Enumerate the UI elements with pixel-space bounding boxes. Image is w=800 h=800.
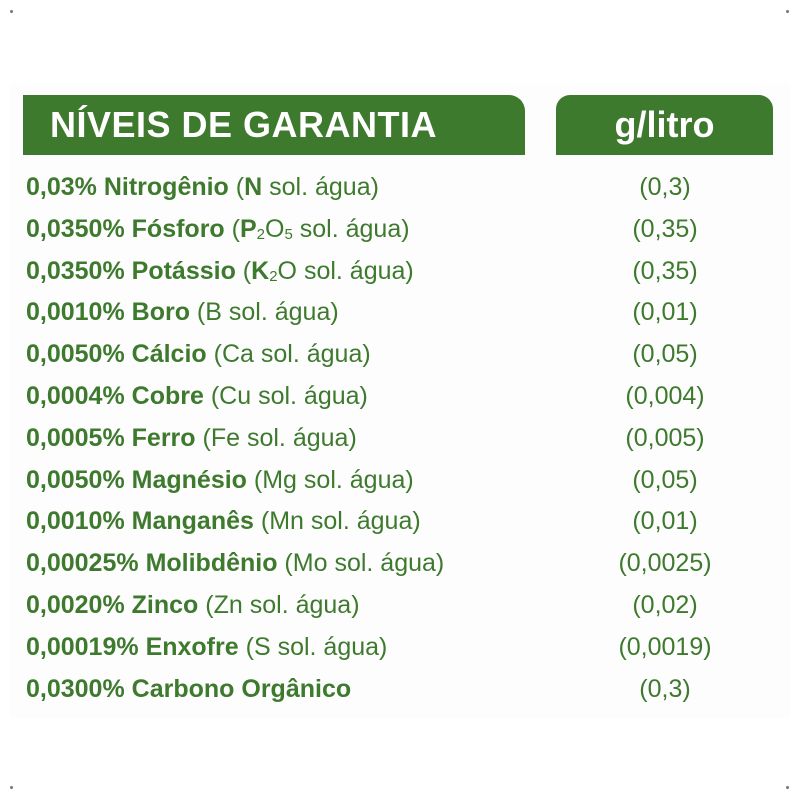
guarantee-table xyxy=(0,167,800,710)
row-value: (0,35) xyxy=(632,256,698,285)
table-row xyxy=(0,418,800,460)
row-label: 0,0050% Cálcio (Ca sol. água) xyxy=(26,340,371,369)
table-row xyxy=(0,334,800,376)
row-label: 0,0350% Fósforo (P2O5 sol. água) xyxy=(26,214,410,243)
table-row xyxy=(0,543,800,585)
row-value: (0,005) xyxy=(625,423,705,452)
row-value: (0,3) xyxy=(639,173,691,201)
table-row xyxy=(0,251,800,293)
row-label: 0,0350% Potássio (K2O sol. água) xyxy=(26,256,414,285)
row-label: 0,0010% Boro (B sol. água) xyxy=(26,298,339,327)
table-row xyxy=(0,669,800,711)
row-label: 0,03% Nitrogênio (N sol. água) xyxy=(26,173,379,201)
row-value: (0,0019) xyxy=(618,632,712,661)
row-label: 0,0300% Carbono Orgânico xyxy=(26,674,352,703)
row-label: 0,0050% Magnésio (Mg sol. água) xyxy=(26,465,414,494)
row-label: 0,0005% Ferro (Fe sol. água) xyxy=(26,423,357,452)
row-value: (0,01) xyxy=(632,507,698,536)
row-label: 0,0004% Cobre (Cu sol. água) xyxy=(26,381,368,410)
table-row xyxy=(0,209,800,251)
row-value: (0,05) xyxy=(632,340,698,369)
table-row xyxy=(0,460,800,502)
row-value: (0,02) xyxy=(632,590,698,619)
table-row xyxy=(0,167,800,209)
table-row xyxy=(0,376,800,418)
table-row xyxy=(0,292,800,334)
corner-dot xyxy=(786,10,789,13)
row-label: 0,00025% Molibdênio (Mo sol. água) xyxy=(26,549,445,578)
corner-dot xyxy=(786,786,789,789)
table-row xyxy=(0,585,800,627)
corner-dot xyxy=(10,10,13,13)
row-value: (0,05) xyxy=(632,465,698,494)
row-value: (0,0025) xyxy=(618,549,712,578)
table-row xyxy=(0,627,800,669)
table-row xyxy=(0,501,800,543)
corner-dot xyxy=(10,786,13,789)
row-value: (0,01) xyxy=(632,298,698,327)
row-value: (0,35) xyxy=(632,214,698,243)
row-value: (0,3) xyxy=(639,674,691,703)
row-label: 0,0020% Zinco (Zn sol. água) xyxy=(26,590,360,619)
header-title-bar xyxy=(23,95,525,155)
row-label: 0,0010% Manganês (Mn sol. água) xyxy=(26,507,421,536)
row-value: (0,004) xyxy=(625,381,705,410)
row-label: 0,00019% Enxofre (S sol. água) xyxy=(26,632,388,661)
header-unit: g/litro xyxy=(614,104,715,145)
header-unit-bar xyxy=(556,95,773,155)
header-title: NÍVEIS DE GARANTIA xyxy=(50,104,438,145)
